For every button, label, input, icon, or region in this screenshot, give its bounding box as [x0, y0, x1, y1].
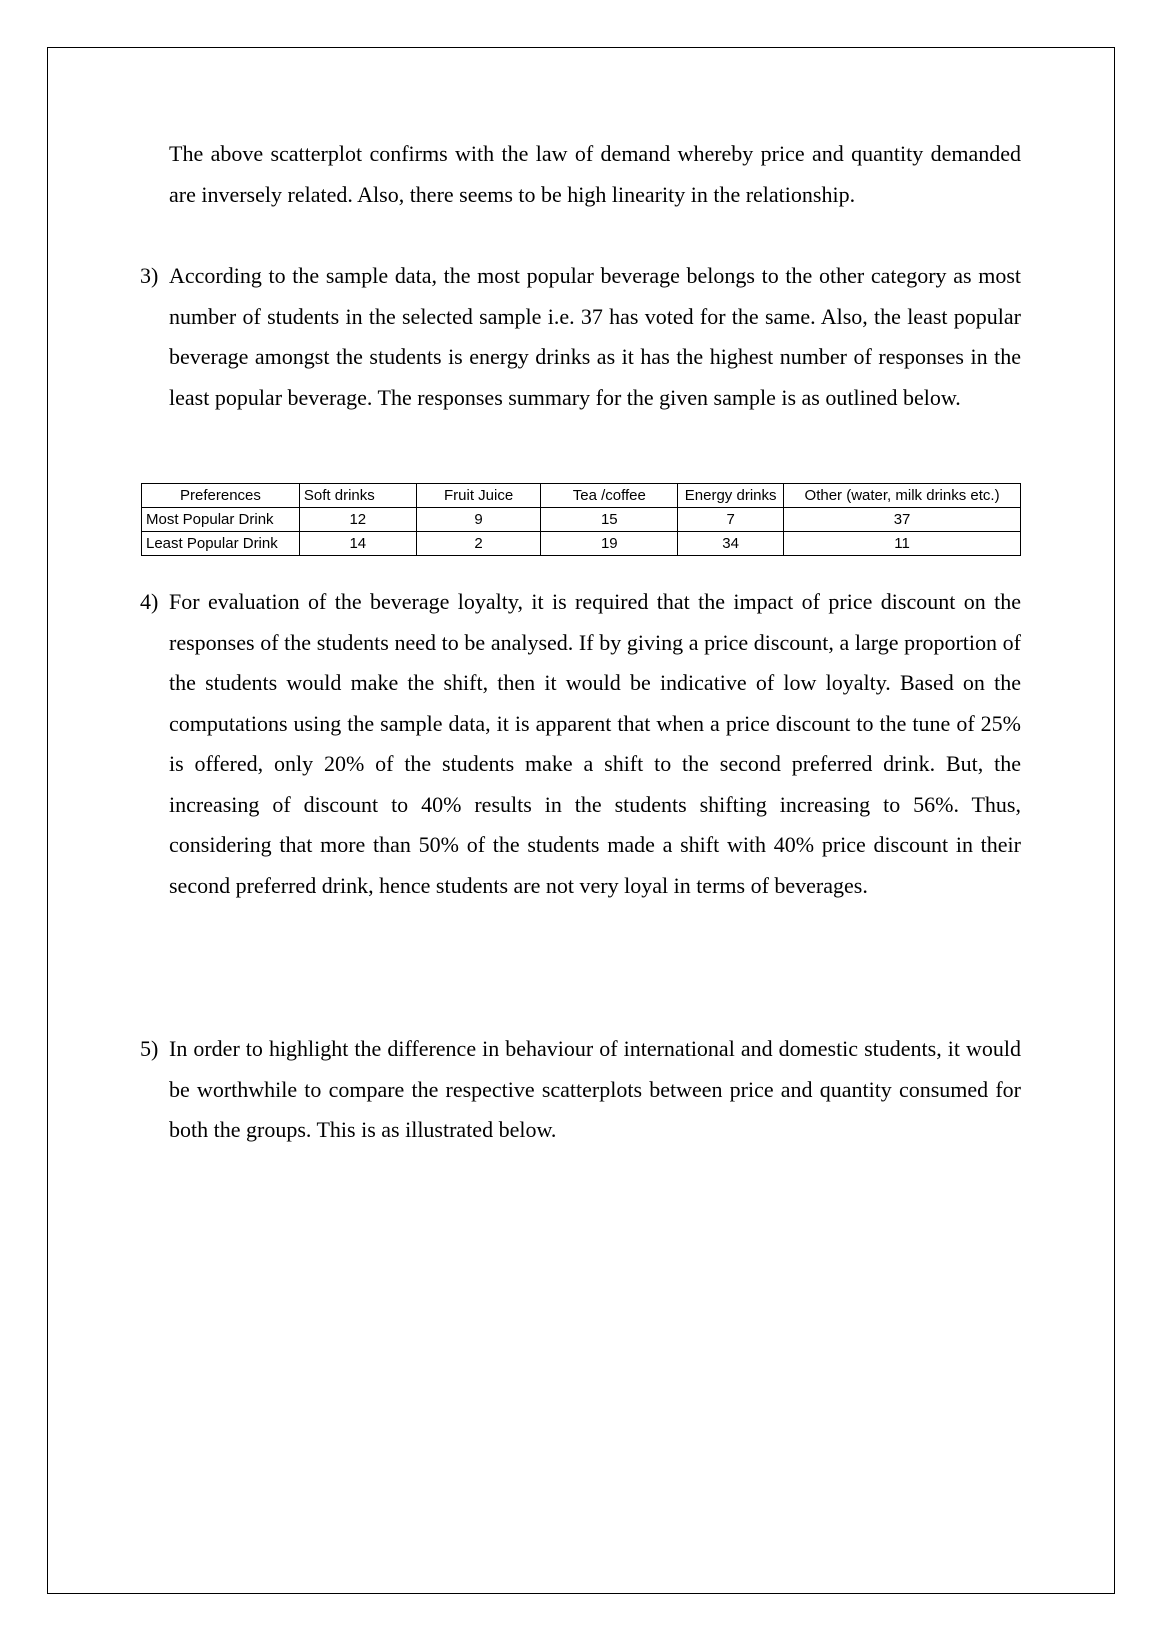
list-item-4-text: For evaluation of the beverage loyalty, it is required that the impact of price discount on the responses of the students need to be analysed. If by giving a price discount, a large proportion of the students would make the shift, then it would be indicative of low loyalty. Based on the computations using the sample data, it is apparent that when a price discount to the tune of 25% is offered, only 20% of the students make a shift to the second preferred drink. But, the increasing of discount to 40% results in the students shifting increasing to 56%. Thus, considering that more than 50% of the students made a shift with 40% price discount in their second preferred drink, hence students are not very loyal in terms of beverages. — [169, 589, 1021, 898]
table-header-cell: Other (water, milk drinks etc.) — [784, 484, 1021, 508]
table-header-cell: Soft drinks — [299, 484, 416, 508]
paragraph-intro: The above scatterplot confirms with the law of demand whereby price and quantity demanded are inversely related. Also, there seems to be high linearity in the relationship. — [169, 141, 1021, 207]
table-cell: 37 — [784, 508, 1021, 532]
table-cell: 12 — [299, 508, 416, 532]
table-header-cell: Fruit Juice — [416, 484, 541, 508]
list-item-5-text: In order to highlight the difference in behaviour of international and domestic students, it would be worthwhile to compare the respective scatterplots between price and quantity consumed for both the groups. This is as illustrated below. — [169, 1036, 1021, 1142]
list-number-4: 4) — [140, 589, 159, 614]
table-cell: 15 — [541, 508, 678, 532]
table-header-cell: Energy drinks — [678, 484, 784, 508]
table-row-label: Most Popular Drink — [142, 508, 300, 532]
table-cell: 2 — [416, 532, 541, 556]
table-cell: 9 — [416, 508, 541, 532]
list-number-3: 3) — [140, 263, 159, 288]
list-item-3-text: According to the sample data, the most popular beverage belongs to the other category as most number of students in the selected sample i.e. 37 has voted for the same. Also, the least popular beverage amongst the students is energy drinks as it has the highest number of responses in the least popular beverage. The responses summary for the given sample is as outlined below. — [169, 263, 1021, 410]
table-header-cell: Preferences — [142, 484, 300, 508]
table-header-cell: Tea /coffee — [541, 484, 678, 508]
table-cell: 19 — [541, 532, 678, 556]
table-row-label: Least Popular Drink — [142, 532, 300, 556]
table-cell: 7 — [678, 508, 784, 532]
table-header-row — [142, 484, 1021, 508]
table-cell: 11 — [784, 532, 1021, 556]
table-cell: 34 — [678, 532, 784, 556]
table-row — [142, 508, 1021, 532]
table-cell: 14 — [299, 532, 416, 556]
table-row — [142, 532, 1021, 556]
list-number-5: 5) — [140, 1036, 159, 1061]
preferences-table — [141, 483, 1021, 556]
